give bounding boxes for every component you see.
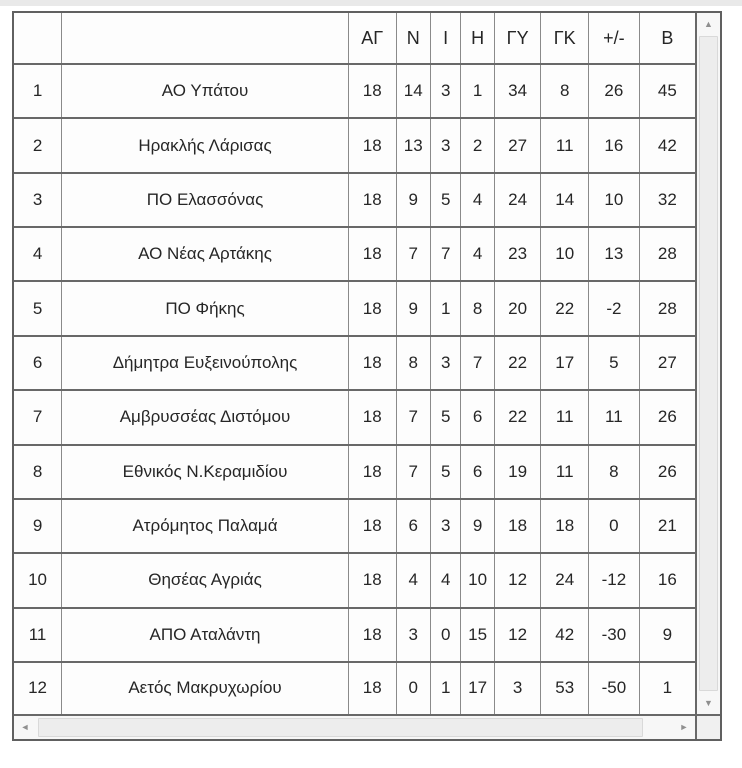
wins-cell: 9	[396, 173, 430, 227]
standings-table-area	[14, 13, 695, 714]
losses-cell: 7	[461, 336, 494, 390]
goal-diff-cell: 0	[589, 499, 640, 553]
draws-cell: 4	[430, 553, 460, 607]
team-name-cell: ΑΠΟ Αταλάντη	[62, 608, 349, 662]
col-header-played: ΑΓ	[348, 13, 396, 64]
standings-scroll-container	[12, 11, 722, 741]
losses-cell: 4	[461, 227, 494, 281]
goals-against-cell: 11	[541, 445, 589, 499]
played-cell: 18	[348, 336, 396, 390]
table-row	[14, 118, 695, 172]
team-name-cell: Αετός Μακρυχωρίου	[62, 662, 349, 714]
wins-cell: 0	[396, 662, 430, 714]
draws-cell: 5	[430, 390, 460, 444]
table-row	[14, 553, 695, 607]
losses-cell: 6	[461, 445, 494, 499]
goals-against-cell: 14	[541, 173, 589, 227]
losses-cell: 6	[461, 390, 494, 444]
team-name-cell: Ηρακλής Λάρισας	[62, 118, 349, 172]
goals-for-cell: 22	[494, 390, 541, 444]
goals-against-cell: 42	[541, 608, 589, 662]
table-row	[14, 499, 695, 553]
scrollbar-corner	[695, 714, 720, 739]
team-name-cell: Αμβρυσσέας Διστόμου	[62, 390, 349, 444]
goal-diff-cell: 8	[589, 445, 640, 499]
col-header-wins: Ν	[396, 13, 430, 64]
points-cell: 21	[639, 499, 695, 553]
top-edge-strip	[0, 0, 742, 6]
goals-against-cell: 11	[541, 118, 589, 172]
goals-for-cell: 20	[494, 281, 541, 335]
team-name-cell: Ατρόμητος Παλαμά	[62, 499, 349, 553]
points-cell: 45	[639, 64, 695, 118]
vertical-scrollbar[interactable]	[695, 13, 720, 714]
col-header-team	[62, 13, 349, 64]
scroll-right-icon[interactable]: ►	[679, 722, 689, 732]
goal-diff-cell: 11	[589, 390, 640, 444]
col-header-goals-against: ΓΚ	[541, 13, 589, 64]
goals-against-cell: 24	[541, 553, 589, 607]
goals-against-cell: 17	[541, 336, 589, 390]
team-name-cell: ΠΟ Ελασσόνας	[62, 173, 349, 227]
points-cell: 32	[639, 173, 695, 227]
goal-diff-cell: -2	[589, 281, 640, 335]
rank-cell: 8	[14, 445, 62, 499]
played-cell: 18	[348, 390, 396, 444]
goals-against-cell: 22	[541, 281, 589, 335]
played-cell: 18	[348, 173, 396, 227]
scroll-up-icon[interactable]: ▲	[704, 18, 713, 29]
table-row	[14, 662, 695, 714]
wins-cell: 3	[396, 608, 430, 662]
wins-cell: 7	[396, 227, 430, 281]
played-cell: 18	[348, 118, 396, 172]
col-header-losses: Η	[461, 13, 494, 64]
points-cell: 42	[639, 118, 695, 172]
scroll-left-icon[interactable]: ◄	[20, 722, 30, 732]
rank-cell: 6	[14, 336, 62, 390]
col-header-goals-for: ΓΥ	[494, 13, 541, 64]
draws-cell: 7	[430, 227, 460, 281]
team-name-cell: ΑΟ Υπάτου	[62, 64, 349, 118]
goals-for-cell: 12	[494, 608, 541, 662]
rank-cell: 9	[14, 499, 62, 553]
team-name-cell: ΑΟ Νέας Αρτάκης	[62, 227, 349, 281]
goal-diff-cell: -12	[589, 553, 640, 607]
draws-cell: 3	[430, 499, 460, 553]
draws-cell: 1	[430, 281, 460, 335]
draws-cell: 5	[430, 173, 460, 227]
draws-cell: 1	[430, 662, 460, 714]
standings-table	[14, 13, 695, 714]
wins-cell: 7	[396, 445, 430, 499]
goals-for-cell: 19	[494, 445, 541, 499]
goal-diff-cell: -50	[589, 662, 640, 714]
rank-cell: 11	[14, 608, 62, 662]
table-row	[14, 390, 695, 444]
table-row	[14, 336, 695, 390]
losses-cell: 1	[461, 64, 494, 118]
played-cell: 18	[348, 499, 396, 553]
goals-for-cell: 12	[494, 553, 541, 607]
table-row	[14, 608, 695, 662]
col-header-points: Β	[639, 13, 695, 64]
goals-against-cell: 53	[541, 662, 589, 714]
team-name-cell: ΠΟ Φήκης	[62, 281, 349, 335]
goal-diff-cell: -30	[589, 608, 640, 662]
goals-against-cell: 18	[541, 499, 589, 553]
rank-cell: 12	[14, 662, 62, 714]
goal-diff-cell: 16	[589, 118, 640, 172]
goals-for-cell: 23	[494, 227, 541, 281]
played-cell: 18	[348, 281, 396, 335]
played-cell: 18	[348, 445, 396, 499]
team-name-cell: Εθνικός Ν.Κεραμιδίου	[62, 445, 349, 499]
team-name-cell: Δήμητρα Ευξεινούπολης	[62, 336, 349, 390]
wins-cell: 7	[396, 390, 430, 444]
draws-cell: 3	[430, 118, 460, 172]
col-header-rank	[14, 13, 62, 64]
goals-for-cell: 24	[494, 173, 541, 227]
horizontal-scrollbar-thumb[interactable]	[38, 718, 643, 737]
played-cell: 18	[348, 64, 396, 118]
table-row	[14, 445, 695, 499]
goals-for-cell: 3	[494, 662, 541, 714]
losses-cell: 17	[461, 662, 494, 714]
goals-against-cell: 8	[541, 64, 589, 118]
losses-cell: 9	[461, 499, 494, 553]
goals-against-cell: 11	[541, 390, 589, 444]
wins-cell: 9	[396, 281, 430, 335]
table-row	[14, 173, 695, 227]
header-row	[14, 13, 695, 64]
points-cell: 16	[639, 553, 695, 607]
points-cell: 1	[639, 662, 695, 714]
losses-cell: 4	[461, 173, 494, 227]
points-cell: 28	[639, 227, 695, 281]
scroll-down-icon[interactable]: ▼	[704, 697, 713, 708]
team-name-cell: Θησέας Αγριάς	[62, 553, 349, 607]
goal-diff-cell: 5	[589, 336, 640, 390]
wins-cell: 8	[396, 336, 430, 390]
draws-cell: 3	[430, 336, 460, 390]
table-row	[14, 281, 695, 335]
draws-cell: 3	[430, 64, 460, 118]
vertical-scrollbar-thumb[interactable]	[699, 36, 718, 691]
rank-cell: 10	[14, 553, 62, 607]
points-cell: 27	[639, 336, 695, 390]
table-row	[14, 227, 695, 281]
losses-cell: 8	[461, 281, 494, 335]
goals-for-cell: 34	[494, 64, 541, 118]
goal-diff-cell: 26	[589, 64, 640, 118]
losses-cell: 10	[461, 553, 494, 607]
standings-table-body	[14, 64, 695, 714]
losses-cell: 15	[461, 608, 494, 662]
rank-cell: 3	[14, 173, 62, 227]
goals-against-cell: 10	[541, 227, 589, 281]
rank-cell: 7	[14, 390, 62, 444]
points-cell: 26	[639, 445, 695, 499]
played-cell: 18	[348, 608, 396, 662]
goal-diff-cell: 13	[589, 227, 640, 281]
wins-cell: 13	[396, 118, 430, 172]
rank-cell: 1	[14, 64, 62, 118]
points-cell: 28	[639, 281, 695, 335]
draws-cell: 0	[430, 608, 460, 662]
table-row	[14, 64, 695, 118]
horizontal-scrollbar[interactable]	[14, 714, 695, 739]
wins-cell: 14	[396, 64, 430, 118]
rank-cell: 5	[14, 281, 62, 335]
col-header-goal-diff: +/-	[589, 13, 640, 64]
col-header-draws: Ι	[430, 13, 460, 64]
rank-cell: 2	[14, 118, 62, 172]
played-cell: 18	[348, 553, 396, 607]
goals-for-cell: 18	[494, 499, 541, 553]
goal-diff-cell: 10	[589, 173, 640, 227]
draws-cell: 5	[430, 445, 460, 499]
wins-cell: 6	[396, 499, 430, 553]
goals-for-cell: 22	[494, 336, 541, 390]
wins-cell: 4	[396, 553, 430, 607]
points-cell: 9	[639, 608, 695, 662]
points-cell: 26	[639, 390, 695, 444]
rank-cell: 4	[14, 227, 62, 281]
goals-for-cell: 27	[494, 118, 541, 172]
played-cell: 18	[348, 662, 396, 714]
played-cell: 18	[348, 227, 396, 281]
losses-cell: 2	[461, 118, 494, 172]
